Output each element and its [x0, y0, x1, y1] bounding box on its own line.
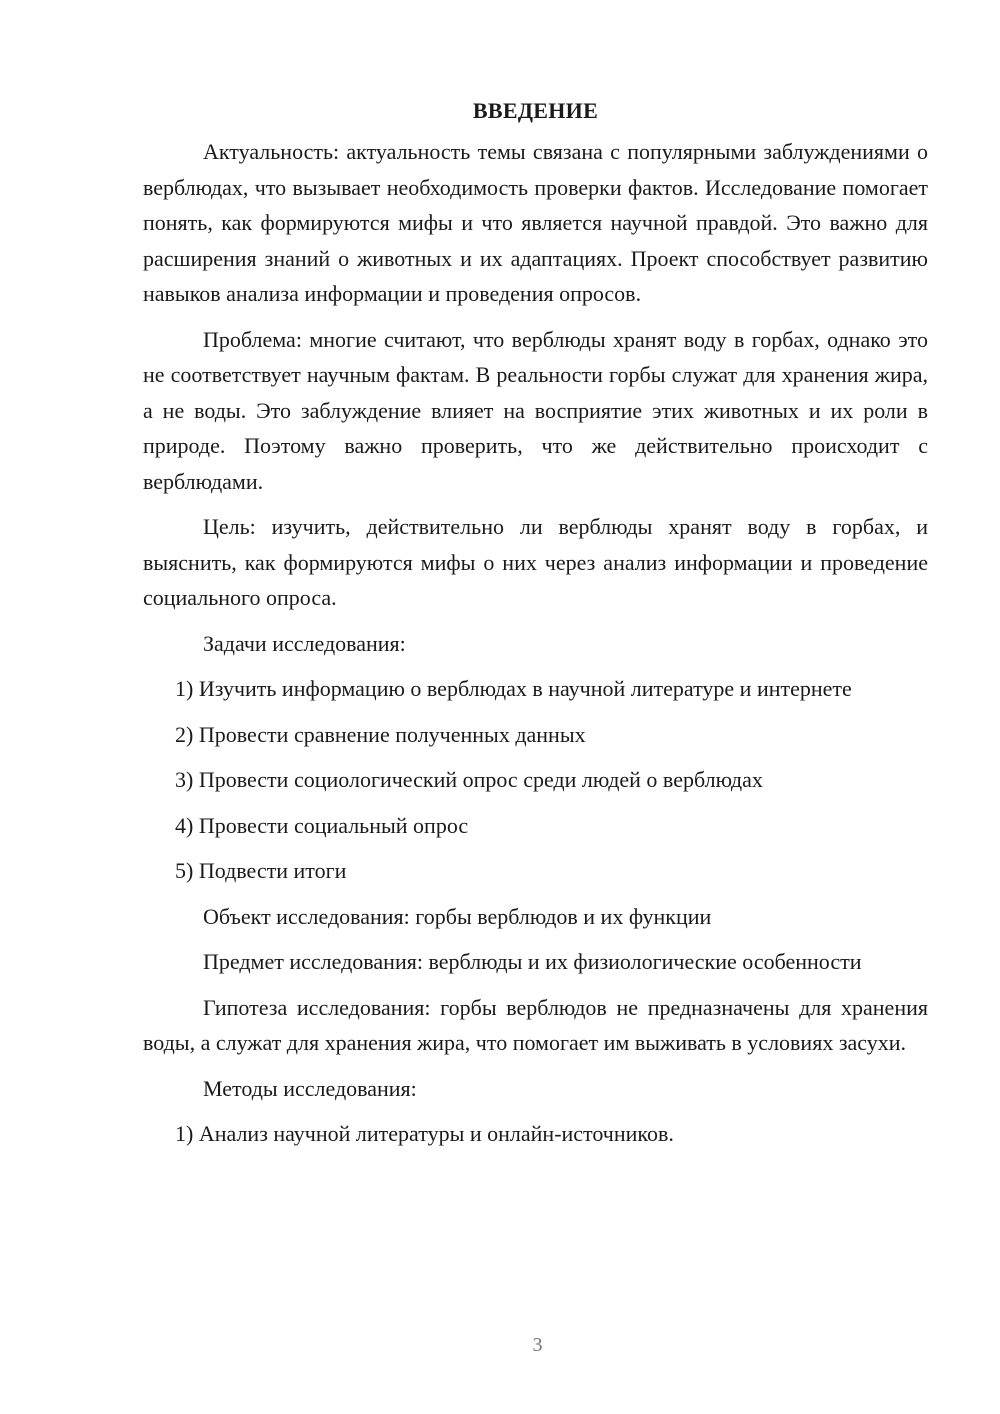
subject-paragraph: Предмет исследования: верблюды и их физиологические особенности — [203, 949, 862, 974]
page-content — [143, 96, 928, 1152]
task-item-4: 4) Провести социальный опрос — [175, 812, 469, 838]
task-item-5: 5) Подвести итоги — [175, 858, 347, 883]
method-item-1: 1) Анализ научной литературы и онлайн-источников. — [175, 1121, 674, 1146]
methods-heading: Методы исследования: — [203, 1075, 417, 1101]
task-item-3: 3) Провести социологический опрос среди людей о верблюдах — [175, 767, 763, 792]
goal-paragraph: Цель: изучить, действительно ли верблюды хранят воду в горбах, и выяснить, как формируются мифы о них через анализ информации и проведение социального опроса. — [143, 514, 928, 610]
hypothesis-paragraph: Гипотеза исследования: горбы верблюдов не предназначены для хранения воды, а служат для хранения жира, что помогает им выживать в условиях засухи. — [143, 994, 928, 1055]
tasks-heading: Задачи исследования: — [203, 630, 406, 656]
object-paragraph: Объект исследования: горбы верблюдов и их функции — [203, 903, 712, 929]
task-item-2: 2) Провести сравнение полученных данных — [175, 721, 586, 747]
page-number: 3 — [532, 1334, 543, 1356]
relevance-paragraph: Актуальность: актуальность темы связана с популярными заблуждениями о верблюдах, что вызывает необходимость проверки фактов. Исследование помогает понять, как формируются мифы и что является научной правдой. Это важно для расширения знаний о животных и их адаптациях. Проект способствует развитию навыков анализа информации и проведения опросов. — [143, 139, 928, 306]
task-item-1: 1) Изучить информацию о верблюдах в научной литературе и интернете — [175, 676, 852, 701]
section-title: ВВЕДЕНИЕ — [472, 98, 599, 123]
problem-paragraph: Проблема: многие считают, что верблюды хранят воду в горбах, однако это не соответствует научным фактам. В реальности горбы служат для хранения жира, а не воды. Это заблуждение влияет на восприятие этих животных и их роли в природе. Поэтому важно проверить, что же действительно происходит с верблюдами. — [143, 326, 928, 494]
